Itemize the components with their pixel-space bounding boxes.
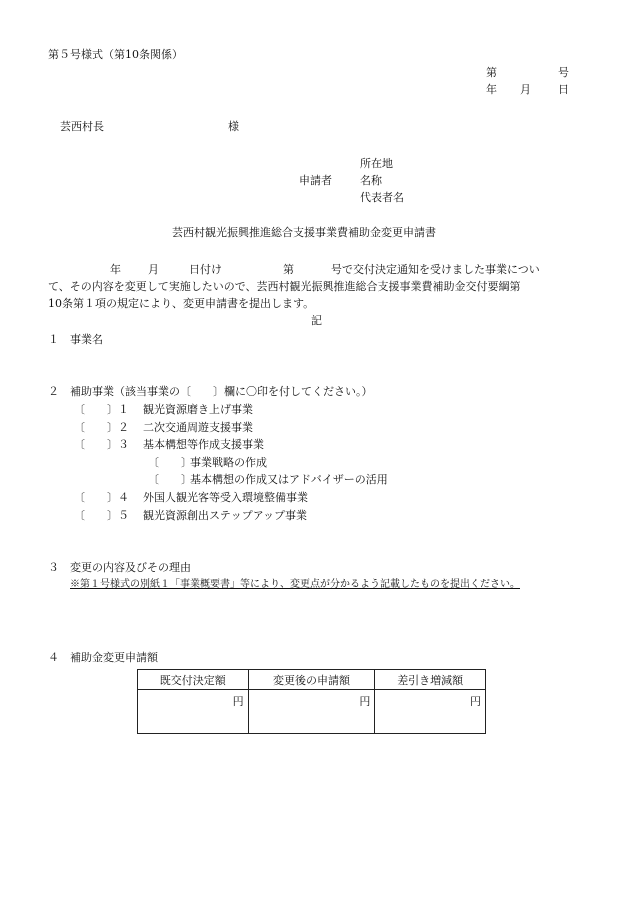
header-difference: 差引き増減額 <box>375 670 486 690</box>
existing-grant-field[interactable]: 円 <box>138 690 249 734</box>
applicant-label: 申請者 <box>299 174 332 187</box>
section-3-note: ※第１号様式の別紙１「事業概要書」等により、変更点が分かるよう記載したものを提出ください。 <box>70 579 520 590</box>
date-day: 日 <box>558 83 569 96</box>
addressee-mayor: 芸西村長 <box>60 120 104 133</box>
addressee-sama: 様 <box>228 120 239 133</box>
applicant-address-label: 所在地 <box>360 157 393 170</box>
doc-number-dai: 第 <box>486 66 497 79</box>
applicant-name-label: 名称 <box>360 174 382 187</box>
ki-heading: 記 <box>311 314 322 327</box>
doc-number-go: 号 <box>558 66 569 79</box>
date-month: 月 <box>520 83 531 96</box>
form-number: 第５号様式（第10条関係） <box>48 48 183 61</box>
applicant-representative-label: 代表者名 <box>360 191 404 204</box>
header-revised-request: 変更後の申請額 <box>248 670 375 690</box>
document-title: 芸西村観光振興推進総合支援事業費補助金変更申請書 <box>172 226 436 239</box>
header-existing-grant: 既交付決定額 <box>138 670 249 690</box>
date-year: 年 <box>486 83 497 96</box>
difference-field[interactable]: 円 <box>375 690 486 734</box>
revised-request-field[interactable]: 円 <box>248 690 375 734</box>
amount-table <box>137 669 486 734</box>
